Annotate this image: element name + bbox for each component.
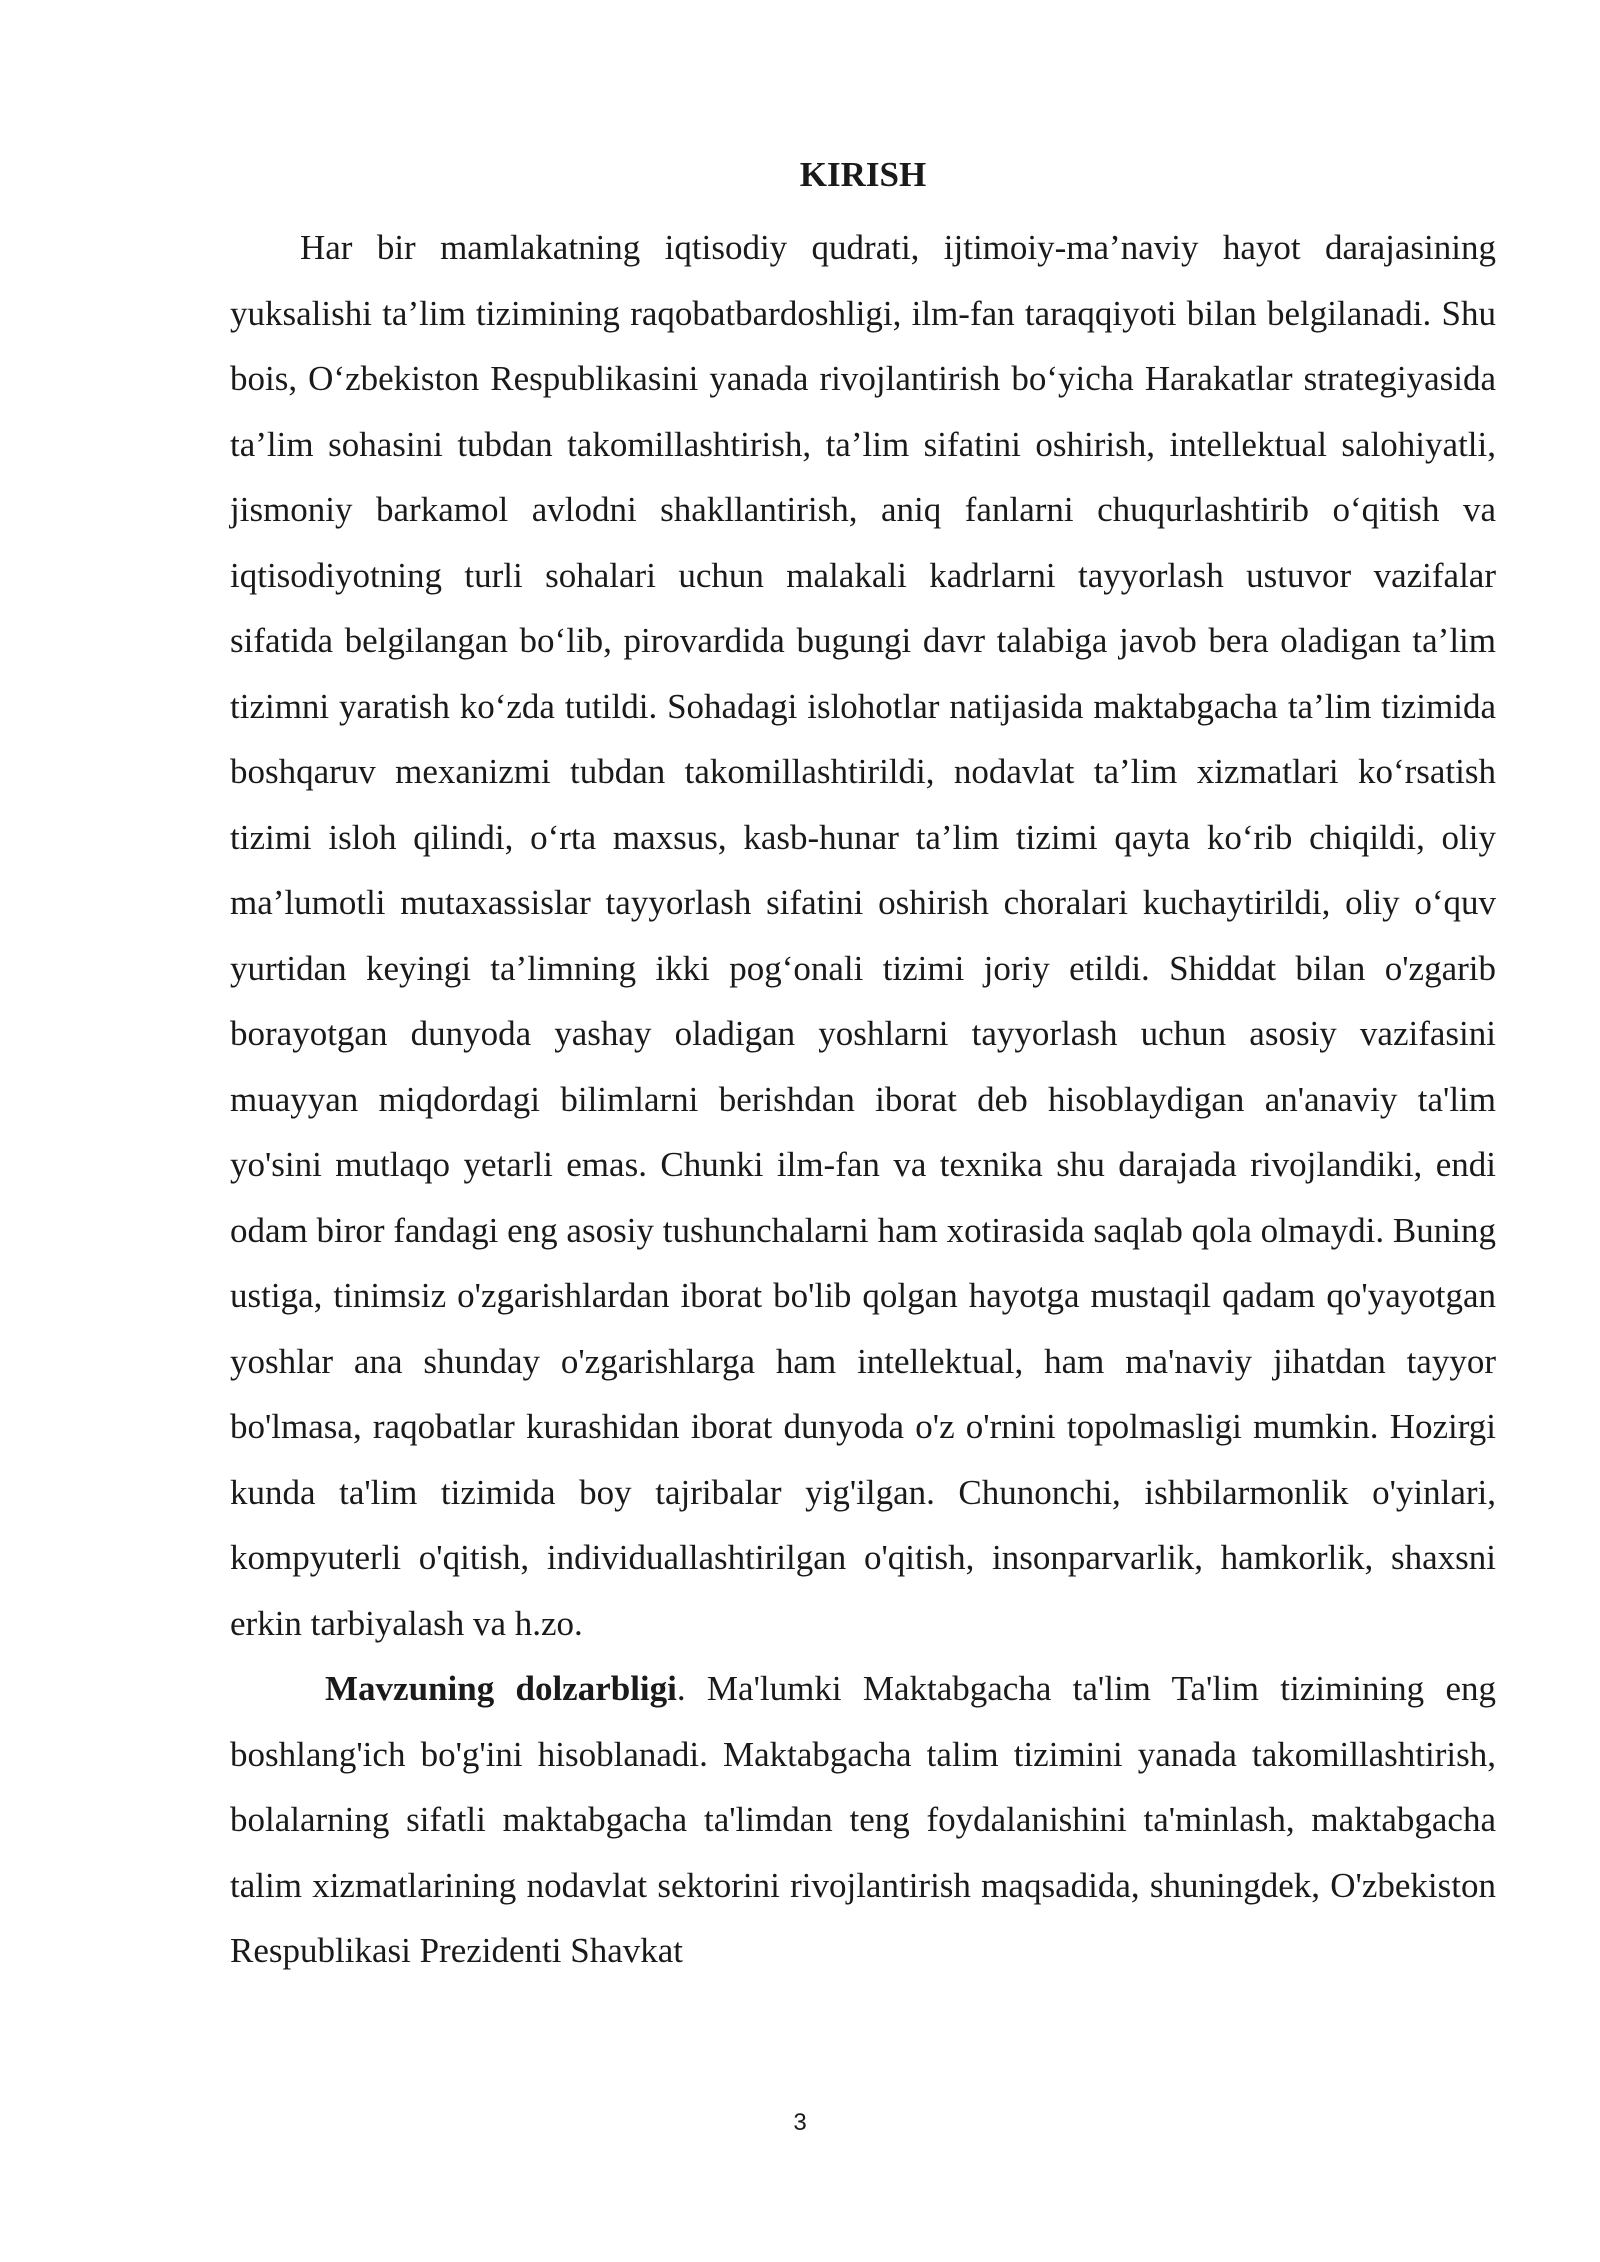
page-number: 3 [793,2109,807,2136]
page-content [230,150,1496,1984]
paragraph-text: Har bir mamlakatning iqtisodiy qudrati, ijtimoiy-ma’naviy hayot darajasining yuksalishi ta’lim tizimining raqobatbardoshligi, ilm-fan taraqqiyoti bilan belgilanadi. Shu bois, O‘zbekiston Respublikasini yanada rivojlantirish bo‘yicha Harakatlar strategiyasida ta’lim sohasini tubdan takomillashtirish, ta’lim sifatini oshirish, intellektual salohiyatli, jismoniy barkamol avlodni shakllantirish, aniq fanlarni chuqurlashtirib o‘qitish va iqtisodiyotning turli sohalari uchun malakali kadrlarni tayyorlash ustuvor vazifalar sifatida belgilangan bo‘lib, pirovardida bugungi davr talabiga javob bera oladigan ta’lim tizimni yaratish ko‘zda tutildi. Sohadagi islohotlar natijasida maktabgacha ta’lim tizimida boshqaruv mexanizmi tubdan takomillashtirildi, nodavlat ta’lim xizmatlari ko‘rsatish tizimi isloh qilindi, o‘rta maxsus, kasb-hunar ta’lim tizimi qayta ko‘rib chiqildi, oliy ma’lumotli mutaxassislar tayyorlash sifatini oshirish choralari kuchaytirildi, oliy o‘quv yurtidan keyingi ta’limning ikki pog‘onali tizimi joriy etildi. Shiddat bilan o'zgarib borayotgan dunyoda yashay oladigan yoshlarni tayyorlash uchun asosiy vazifasini muayyan miqdordagi bilimlarni berishdan iborat deb hisoblaydigan an'anaviy ta'lim yo'sini mutlaqo yetarli emas. Chunki ilm-fan va texnika shu darajada rivojlandiki, endi odam biror fandagi eng asosiy tushunchalarni ham xotirasida saqlab qola olmaydi. Buning ustiga, tinimsiz o'zgarishlardan iborat bo'lib qolgan hayotga mustaqil qadam qo'yayotgan yoshlar ana shunday o'zgarishlarga ham intellektual, ham ma'naviy jihatdan tayyor bo'lmasa, raqobatlar kurashidan iborat dunyoda o'z o'rnini topolmasligi mumkin. Hozirgi kunda ta'lim tizimida boy tajribalar yig'ilgan. Chunonchi, ishbilarmonlik o'yinlari, kompyuterli o'qitish, individuallashtirilgan o'qitish, insonparvarlik, hamkorlik, shaxsni erkin tarbiyalash va h.zo. [230,228,1496,1643]
paragraph-relevance [230,1656,1496,1984]
paragraph-lead-term: Mavzuning dolzarbligi [325,1669,677,1708]
section-heading: KIRISH [799,155,927,194]
paragraph-introduction [230,215,1496,1656]
paragraph-text: . Ma'lumki Maktabgacha ta'lim Ta'lim tizimining eng boshlang'ich bo'g'ini hisoblanadi. Maktabgacha talim tizimini yanada takomillashtirish, bolalarning sifatli maktabgacha ta'limdan teng foydalanishini ta'minlash, maktabgacha talim xizmatlarining nodavlat sektorini rivojlantirish maqsadida, shuningdek, O'zbekiston Respublikasi Prezidenti Shavkat [230,1669,1497,1970]
